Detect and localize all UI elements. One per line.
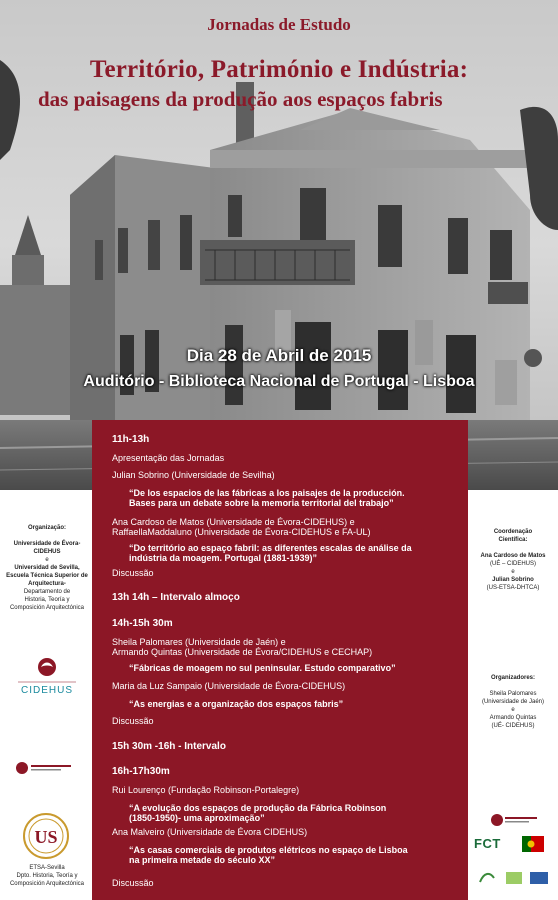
organizer-name: Armando Quintas [489,715,537,721]
cidehus-logo-text: CIDEHUS [20,685,73,696]
uevora-logo-right [490,813,545,827]
etsa-name: ETSA-Sevilla [29,865,65,871]
speaker: RaffaellaMaddaluno (Universidade de Évora-CIDEHUS e FA-UL) [112,527,371,537]
portugal-flag-icon [522,836,544,852]
coordinator-affiliation: (UÉ – CIDEHUS) [489,561,536,567]
org-name: Escuela Técnica Superior de [6,573,88,579]
organizer-affiliation: (UÉ- CIDEHUS) [491,723,535,729]
coordinator-name: Ana Cardoso de Matos [480,553,546,559]
funding-logos-icon [476,868,554,888]
organization-block [4,524,90,612]
cidehus-logo [14,655,80,705]
sevilla-seal-icon [22,812,70,860]
talk-title: Bases para un debate sobre la memoria territorial del trabajo” [129,498,394,508]
session-time: 11h-13h [112,434,150,445]
org-name: Universidad de Sevilla, [14,565,80,571]
event-date: Dia 28 de Abril de 2015 [186,346,372,365]
fct-logo-text: FCT [474,836,501,851]
discussion: Discussão [112,716,154,726]
page-subtitle: das paisagens da produção aos espaços fabris [38,87,443,111]
talk-title: indústria da moagem. Portugal (1881-1939)” [129,553,318,563]
programme-item: Apresentação das Jornadas [112,453,225,463]
talk-title: “Do território ao espaço fabril: as diferentes escalas de análise da [129,543,412,553]
org-dept: Historia, Teoría y [24,597,70,603]
fct-logo [474,836,514,858]
speaker: Sheila Palomares (Universidade de Jaén) e [112,637,286,647]
uevora-emblem-icon [490,813,545,827]
discussion: Discussão [112,878,154,888]
etsa-block [4,864,90,888]
uevora-emblem-icon [14,760,80,776]
speaker: Ana Cardoso de Matos (Universidade de Évora-CIDEHUS) e [112,517,355,527]
speaker: Rui Lourenço (Fundação Robinson-Portalegre) [112,785,300,795]
org-name: Arquitectura- [28,581,66,587]
programme-panel [92,420,468,900]
conjunction: e [45,557,49,563]
coordinator-name: Julian Sobrino [492,577,534,583]
organization-label: Organização: [27,525,66,531]
break-time: 15h 30m -16h - Intervalo [112,741,226,752]
organizers-block [470,674,556,730]
etsa-dept: Composición Arquitectónica [9,881,85,887]
discussion: Discussão [112,568,154,578]
universidad-sevilla-seal [22,812,70,860]
portugal-flag [522,836,544,852]
speaker: Ana Malveiro (Universidade de Évora CIDEHUS) [112,827,308,837]
coordination-label: Científica: [498,537,528,543]
talk-title: “De los espacios de las fábricas a los paisajes de la producción. [129,488,405,498]
session-time: 14h-15h 30m [112,618,173,629]
organizer-affiliation: (Universidade de Jaén) [481,699,545,705]
coordination-block [470,528,556,592]
svg-text:US: US [34,827,58,847]
etsa-dept: Dpto. Historia, Teoría y [16,873,78,879]
talk-title: “As casas comerciais de produtos elétricos no espaço de Lisboa [129,845,408,855]
org-name: CIDEHUS [33,549,61,555]
speaker: Maria da Luz Sampaio (Universidade de Évora-CIDEHUS) [112,681,346,691]
speaker: Julian Sobrino (Universidade de Sevilha) [112,470,275,480]
talk-title: “Fábricas de moagem no sul peninsular. Estudo comparativo” [129,663,396,673]
org-dept: Composición Arquitectónica [9,605,85,611]
page-title: Território, Património e Indústria: [89,56,469,83]
conjunction: e [511,569,515,575]
talk-title: “As energias e a organização dos espaços fabris” [129,699,344,709]
uevora-logo [14,760,80,776]
coordination-label: Coordenação [493,529,533,535]
event-venue: Auditório - Biblioteca Nacional de Portugal - Lisboa [83,373,475,390]
funding-logos [476,868,554,888]
talk-title: “A evolução dos espaços de produção da Fábrica Robinson [129,803,387,813]
conjunction: e [511,707,515,713]
session-time: 16h-17h30m [112,766,170,777]
coordinator-affiliation: (US-ETSA-DHTCA) [486,585,540,591]
talk-title: (1850-1950)- uma aproximação” [129,813,265,823]
talk-title: na primeira metade do século XX” [129,855,276,865]
cidehus-emblem-icon [14,655,80,705]
organizers-label: Organizadores: [490,675,535,681]
organizer-name: Sheila Palomares [489,691,537,697]
org-dept: Departamento de [23,589,71,595]
speaker: Armando Quintas (Universidade de Évora/CIDEHUS e CECHAP) [112,647,373,657]
org-name: Universidade de Évora- [13,541,81,547]
break-time: 13h 14h – Intervalo almoço [112,592,240,603]
event-kicker: Jornadas de Estudo [207,15,351,34]
